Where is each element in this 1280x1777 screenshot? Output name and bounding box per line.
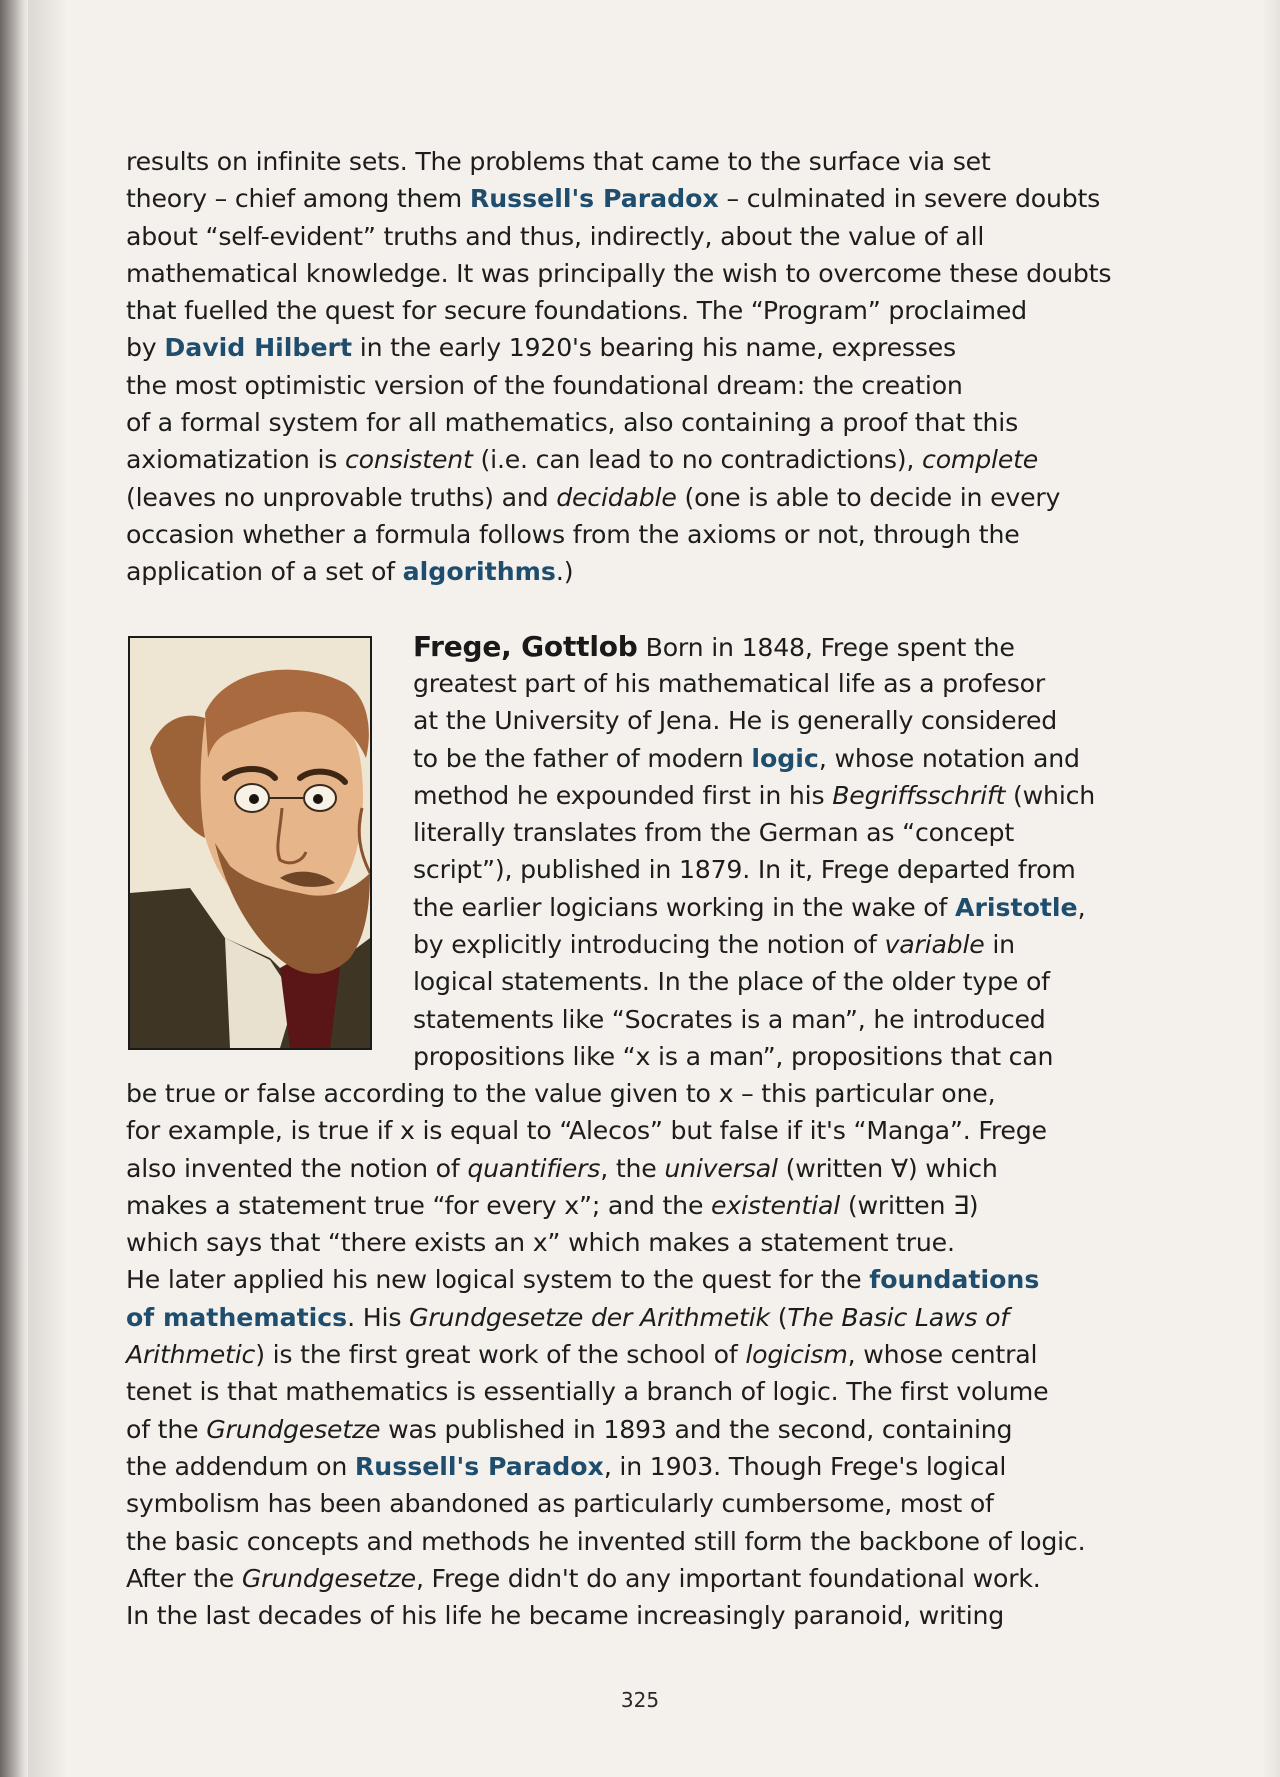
text-run: the earlier logicians working in the wake of — [413, 892, 955, 922]
cross-reference-link[interactable]: Russell's Paradox — [469, 184, 719, 214]
text-run: makes a statement true “for every x”; and the — [126, 1190, 712, 1220]
text-run: also invented the notion of — [126, 1153, 468, 1183]
text-run: (one is able to decide in every — [676, 482, 1061, 512]
cross-reference-link[interactable]: Aristotle — [954, 892, 1078, 922]
text-line — [413, 889, 1095, 926]
text-run: (leaves no unprovable truths) and — [126, 482, 557, 512]
text-run: .) — [555, 557, 574, 587]
text-line — [126, 143, 1111, 180]
text-run: occasion whether a formula follows from the axioms or not, through the — [126, 519, 1020, 549]
cross-reference-link[interactable]: of mathematics — [126, 1302, 348, 1332]
text-run: of the — [126, 1414, 207, 1444]
text-run: the basic concepts and methods he invented still form the backbone of logic. — [126, 1526, 1086, 1556]
text-line — [126, 404, 1111, 441]
text-run: , Frege didn't do any important foundational work. — [415, 1563, 1041, 1593]
text-run: literally translates from the German as “concept — [413, 818, 1015, 848]
text-run: about “self-evident” truths and thus, indirectly, about the value of all — [126, 221, 985, 251]
italic-term: Grundgesetze — [241, 1563, 416, 1593]
text-line — [126, 1261, 1085, 1298]
text-line — [126, 1150, 1085, 1187]
text-run: of a formal system for all mathematics, also containing a proof that this — [126, 408, 1019, 438]
text-line — [413, 814, 1095, 851]
text-line — [413, 1001, 1095, 1038]
text-run: script”), published in 1879. In it, Frege departed from — [413, 855, 1076, 885]
text-run: , whose central — [847, 1340, 1038, 1370]
text-line — [126, 367, 1111, 404]
text-line — [126, 1373, 1085, 1410]
text-line — [126, 553, 1111, 590]
text-line — [126, 1187, 1085, 1224]
spine-shadow — [28, 0, 68, 1777]
text-run: Born in 1848, Frege spent the — [645, 633, 1015, 662]
text-line — [126, 1448, 1085, 1485]
text-line — [126, 1299, 1085, 1336]
text-run: After the — [126, 1563, 242, 1593]
text-line — [413, 777, 1095, 814]
cross-reference-link[interactable]: foundations — [869, 1265, 1040, 1295]
page-gutter — [0, 0, 28, 1777]
frege-paragraph-continued — [126, 1075, 1085, 1634]
italic-term: complete — [922, 445, 1039, 475]
text-line — [126, 1597, 1085, 1634]
italic-term: Begriffsschrift — [832, 780, 1006, 810]
text-run: at the University of Jena. He is generally considered — [413, 706, 1058, 736]
intro-paragraph — [126, 143, 1111, 591]
text-run: greatest part of his mathematical life as a profesor — [413, 669, 1045, 698]
text-run: tenet is that mathematics is essentially a branch of logic. The first volume — [126, 1377, 1049, 1407]
text-run: be true or false according to the value given to x – this particular one, — [126, 1079, 996, 1108]
text-line — [126, 218, 1111, 255]
text-run: ) is the first great work of the school of — [255, 1340, 746, 1370]
text-line — [126, 441, 1111, 478]
text-run: the most optimistic version of the foundational dream: the creation — [126, 370, 963, 400]
text-run: which says that “there exists an x” which makes a statement true. — [126, 1228, 955, 1258]
text-run: statements like “Socrates is a man”, he introduced — [413, 1004, 1046, 1034]
text-line — [413, 851, 1095, 888]
entry-heading: Frege, Gottlob — [413, 630, 638, 663]
text-line — [126, 1075, 1085, 1112]
text-run: ( — [769, 1302, 788, 1332]
italic-term: quantifiers — [467, 1153, 601, 1183]
italic-term: Arithmetic — [126, 1340, 256, 1370]
italic-term: existential — [711, 1190, 841, 1220]
frege-portrait — [128, 636, 372, 1050]
text-run: – culminated in severe doubts — [718, 184, 1101, 214]
italic-term: The Basic Laws of — [787, 1302, 1009, 1332]
text-line — [126, 1560, 1085, 1597]
text-run: application of a set of — [126, 557, 403, 587]
text-run: to be the father of modern — [413, 743, 752, 773]
italic-term: consistent — [345, 445, 473, 475]
text-run: mathematical knowledge. It was principally the wish to overcome these doubts — [126, 258, 1112, 288]
text-line — [413, 740, 1095, 777]
text-run: symbolism has been abandoned as particularly cumbersome, most of — [126, 1489, 994, 1519]
text-run: (which — [1005, 780, 1096, 810]
text-run: He later applied his new logical system to the quest for the — [126, 1265, 870, 1295]
cross-reference-link[interactable]: logic — [751, 743, 819, 773]
cross-reference-link[interactable]: algorithms — [402, 557, 556, 587]
text-line — [126, 1411, 1085, 1448]
text-run: , in 1903. Though Frege's logical — [603, 1451, 1007, 1481]
page-edge — [1262, 0, 1280, 1777]
cross-reference-link[interactable]: Russell's Paradox — [354, 1451, 604, 1481]
text-line — [413, 963, 1095, 1000]
text-line — [126, 516, 1111, 553]
text-run: by explicitly introducing the notion of — [413, 930, 885, 960]
text-line — [126, 292, 1111, 329]
text-line — [413, 1038, 1095, 1075]
text-run: axiomatization is — [126, 445, 346, 475]
cross-reference-link[interactable]: David Hilbert — [164, 333, 352, 363]
text-line — [126, 329, 1111, 366]
text-line — [413, 665, 1095, 702]
text-run: . His — [347, 1302, 410, 1332]
text-run: by — [126, 333, 165, 363]
italic-term: decidable — [556, 482, 677, 512]
text-line — [126, 1112, 1085, 1149]
text-run: method he expounded first in his — [413, 780, 833, 810]
frege-entry-first-line — [413, 628, 1015, 666]
text-line — [126, 1224, 1085, 1261]
text-line — [413, 926, 1095, 963]
text-line — [126, 255, 1111, 292]
frege-first-line-text — [646, 633, 1015, 662]
text-run: propositions like “x is a man”, propositions that can — [413, 1041, 1054, 1071]
page-number: 325 — [620, 1688, 660, 1712]
text-run: In the last decades of his life he became increasingly paranoid, writing — [126, 1601, 1005, 1631]
text-line — [126, 1523, 1085, 1560]
text-run: , whose notation and — [818, 743, 1080, 773]
italic-term: variable — [884, 930, 985, 960]
text-run: theory – chief among them — [126, 184, 470, 214]
text-run: in — [984, 930, 1015, 960]
text-line — [126, 1485, 1085, 1522]
text-run: , the — [600, 1153, 665, 1183]
text-run: results on infinite sets. The problems that came to the surface via set — [126, 147, 991, 176]
text-line — [126, 180, 1111, 217]
text-run: logical statements. In the place of the older type of — [413, 967, 1050, 997]
text-run: (written ∀) which — [777, 1153, 998, 1183]
text-run: for example, is true if x is equal to “Alecos” but false if it's “Manga”. Frege — [126, 1116, 1047, 1146]
italic-term: Grundgesetze der Arithmetik — [409, 1302, 770, 1332]
text-line — [126, 1336, 1085, 1373]
text-line — [126, 479, 1111, 516]
text-run: , — [1077, 892, 1086, 922]
italic-term: logicism — [745, 1340, 848, 1370]
text-run: (written ∃) — [840, 1190, 979, 1220]
text-run: (i.e. can lead to no contradictions), — [472, 445, 923, 475]
text-run: was published in 1893 and the second, containing — [380, 1414, 1013, 1444]
text-run: that fuelled the quest for secure foundations. The “Program” proclaimed — [126, 296, 1027, 326]
italic-term: Grundgesetze — [206, 1414, 381, 1444]
text-line — [413, 702, 1095, 739]
frege-paragraph-beside-portrait — [413, 665, 1095, 1075]
text-run: the addendum on — [126, 1451, 355, 1481]
italic-term: universal — [664, 1153, 778, 1183]
text-run: in the early 1920's bearing his name, expresses — [352, 333, 956, 363]
